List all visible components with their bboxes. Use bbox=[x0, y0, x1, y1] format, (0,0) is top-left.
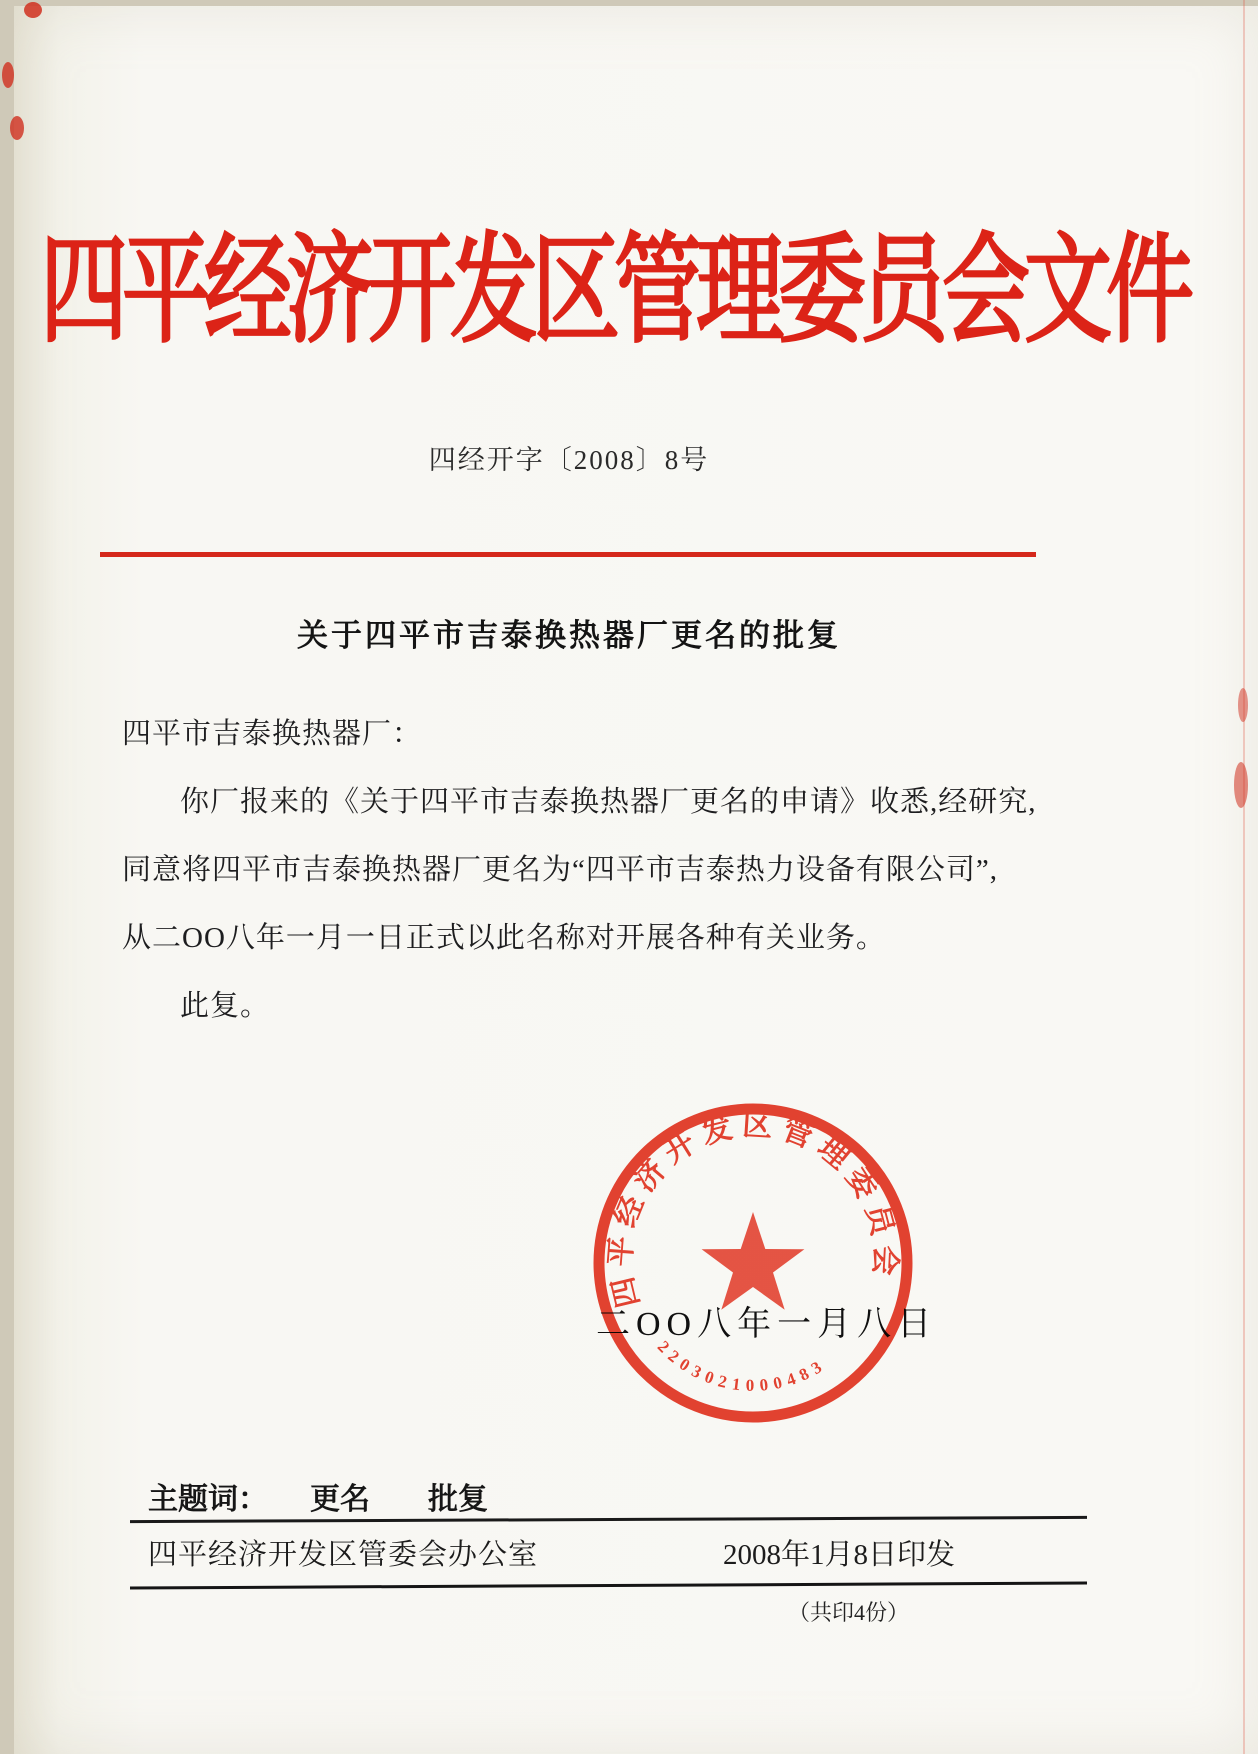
seal-serial-number: 2203021000483 bbox=[653, 1336, 831, 1395]
print-date: 2008年1月8日印发 bbox=[723, 1539, 956, 1571]
document-body bbox=[122, 700, 1082, 1040]
letterhead-red-rule bbox=[100, 552, 1036, 557]
document-subject-title: 关于四平市吉泰换热器厂更名的批复 bbox=[297, 618, 841, 653]
scan-artifact bbox=[1238, 688, 1248, 722]
keyword: 更名 bbox=[310, 1483, 370, 1516]
scan-artifact-edge-line bbox=[1243, 0, 1245, 1754]
issuing-office: 四平经济开发区管委会办公室 bbox=[148, 1539, 539, 1571]
salutation-line: 四平市吉泰换热器厂： bbox=[122, 718, 423, 750]
document-number: 四经开字〔2008〕8号 bbox=[428, 445, 710, 475]
keywords-row bbox=[148, 1474, 488, 1518]
scan-artifact bbox=[2, 62, 14, 88]
body-line: 同意将四平市吉泰换热器厂更名为“四平市吉泰热力设备有限公司”, bbox=[122, 854, 998, 886]
scan-artifact bbox=[1234, 762, 1248, 808]
signature-date: 二OO八年一月八日 bbox=[596, 1306, 938, 1343]
scan-artifact bbox=[10, 116, 24, 140]
seal-ring-text: 四平经济开发区管理委员会 bbox=[603, 1108, 902, 1311]
body-line: 你厂报来的《关于四平市吉泰换热器厂更名的申请》收悉,经研究, bbox=[180, 786, 1037, 818]
official-red-seal bbox=[588, 1098, 918, 1428]
body-line: 从二OO八年一月一日正式以此名称对开展各种有关业务。 bbox=[122, 922, 886, 954]
scan-artifact bbox=[24, 2, 42, 18]
keyword: 批复 bbox=[428, 1483, 488, 1516]
copies-note: （共印4份） bbox=[788, 1600, 910, 1625]
closing-line: 此复。 bbox=[180, 990, 271, 1022]
org-letterhead-title: 四平经济开发区管理委员会文件 bbox=[40, 227, 1189, 358]
keywords-label: 主题词： bbox=[148, 1483, 268, 1516]
